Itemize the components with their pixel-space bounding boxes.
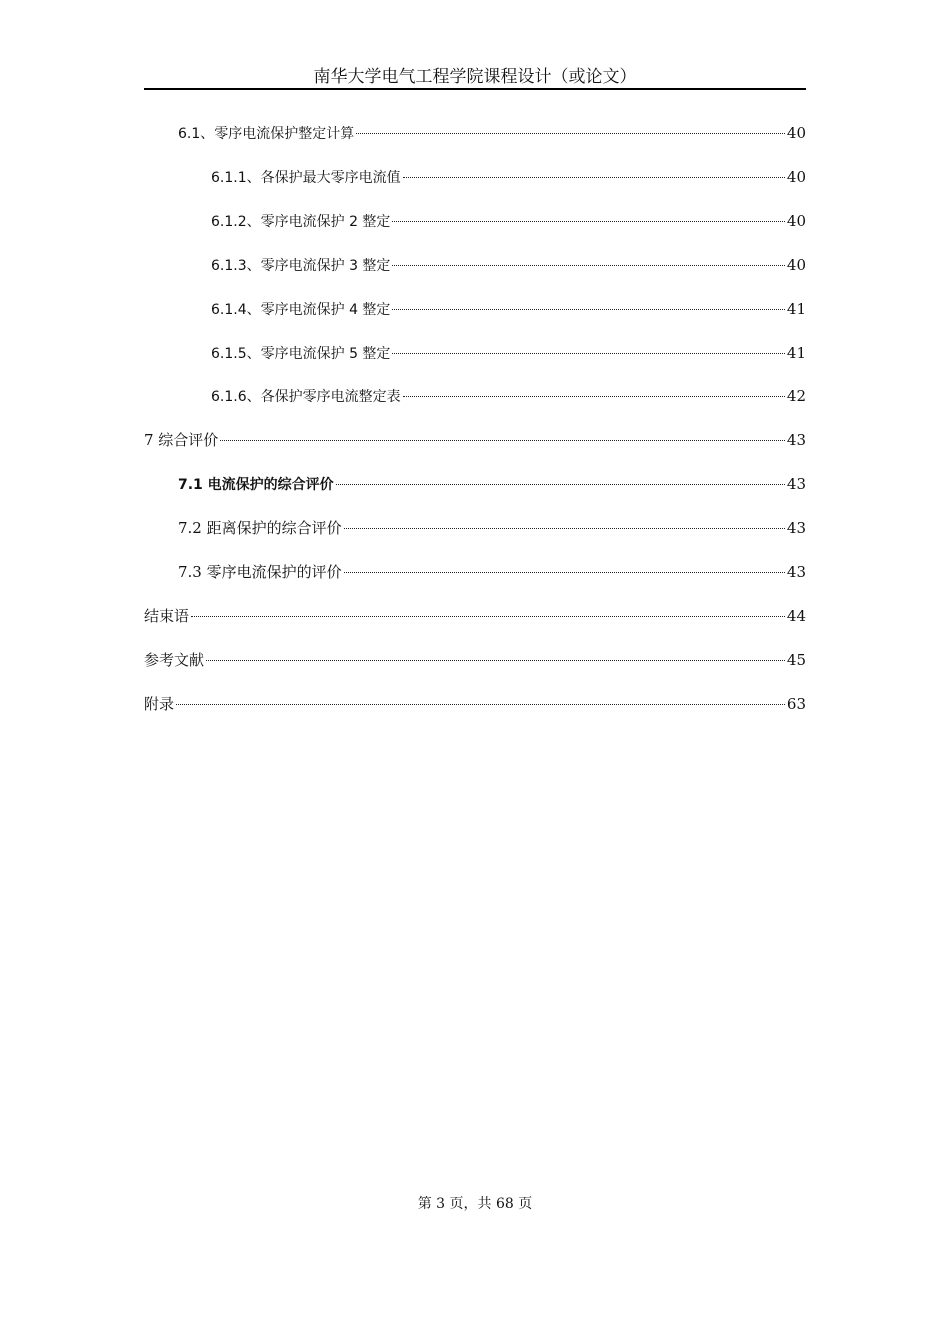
toc-entry-label: 7.2 距离保护的综合评价 — [178, 519, 342, 538]
toc-entry[interactable] — [211, 253, 806, 277]
toc-dot-leader — [403, 177, 785, 178]
toc-entry[interactable] — [178, 472, 806, 496]
page-footer: 第 3 页，共 68 页 — [417, 1196, 533, 1212]
toc-dot-leader — [356, 133, 785, 134]
toc-dot-leader — [220, 440, 785, 441]
toc-entry-page-number: 40 — [786, 211, 806, 230]
toc-dot-leader — [344, 572, 785, 573]
toc-entry-page-number: 45 — [786, 650, 806, 669]
toc-entry-page-number: 43 — [786, 431, 806, 450]
toc-dot-leader — [392, 221, 784, 222]
toc-entry[interactable] — [144, 648, 806, 672]
toc-entry-label: 6.1、零序电流保护整定计算 — [178, 126, 355, 142]
toc-entry-page-number: 40 — [786, 167, 806, 186]
toc-dot-leader — [191, 616, 785, 617]
toc-entry-label: 6.1.5、零序电流保护 5 整定 — [211, 345, 391, 362]
toc-entry[interactable] — [144, 428, 806, 452]
toc-dot-leader — [392, 265, 784, 266]
toc-entry-page-number: 43 — [786, 519, 806, 538]
toc-entry[interactable] — [144, 604, 806, 628]
toc-dot-leader — [392, 309, 784, 310]
toc-entry-label: 6.1.1、各保护最大零序电流值 — [211, 169, 401, 186]
toc-dot-leader — [176, 704, 785, 705]
toc-entry-label: 7 综合评价 — [144, 431, 219, 450]
toc-entry[interactable] — [211, 209, 806, 233]
toc-entry-page-number: 63 — [786, 694, 806, 713]
toc-entry-label: 7.1 电流保护的综合评价 — [178, 477, 334, 494]
toc-entry[interactable] — [178, 560, 806, 584]
toc-entry-label: 结束语 — [144, 606, 190, 625]
toc-entry-label: 参考文献 — [144, 650, 205, 669]
toc-dot-leader — [206, 660, 785, 661]
toc-entry[interactable] — [211, 341, 806, 365]
toc-entry-page-number: 40 — [786, 124, 806, 142]
toc-entry-page-number: 40 — [786, 255, 806, 274]
toc-entry[interactable] — [144, 692, 806, 716]
toc-dot-leader — [403, 396, 785, 397]
toc-entry[interactable] — [178, 516, 806, 540]
toc-entry-label: 6.1.4、零序电流保护 4 整定 — [211, 301, 391, 318]
toc-entry-label: 附录 — [144, 694, 175, 713]
toc-entry[interactable] — [211, 297, 806, 321]
toc-entry-page-number: 44 — [786, 606, 806, 625]
toc-entry[interactable] — [178, 121, 806, 145]
toc-dot-leader — [344, 528, 785, 529]
toc-entry[interactable] — [211, 384, 806, 408]
toc-entry[interactable] — [211, 165, 806, 189]
toc-dot-leader — [336, 484, 785, 485]
toc-entry-page-number: 43 — [786, 475, 806, 494]
toc-dot-leader — [392, 353, 784, 354]
toc-entry-page-number: 42 — [786, 387, 806, 406]
toc-entry-label: 6.1.2、零序电流保护 2 整定 — [211, 213, 391, 230]
page-header: 南华大学电气工程学院课程设计（或论文） — [144, 66, 806, 90]
toc-entry-label: 6.1.6、各保护零序电流整定表 — [211, 389, 401, 406]
toc-entry-page-number: 41 — [786, 299, 806, 318]
toc-entry-page-number: 41 — [786, 343, 806, 362]
toc-entry-page-number: 43 — [786, 563, 806, 581]
toc-entry-label: 6.1.3、零序电流保护 3 整定 — [211, 257, 391, 274]
toc-entry-label: 7.3 零序电流保护的评价 — [178, 563, 342, 581]
